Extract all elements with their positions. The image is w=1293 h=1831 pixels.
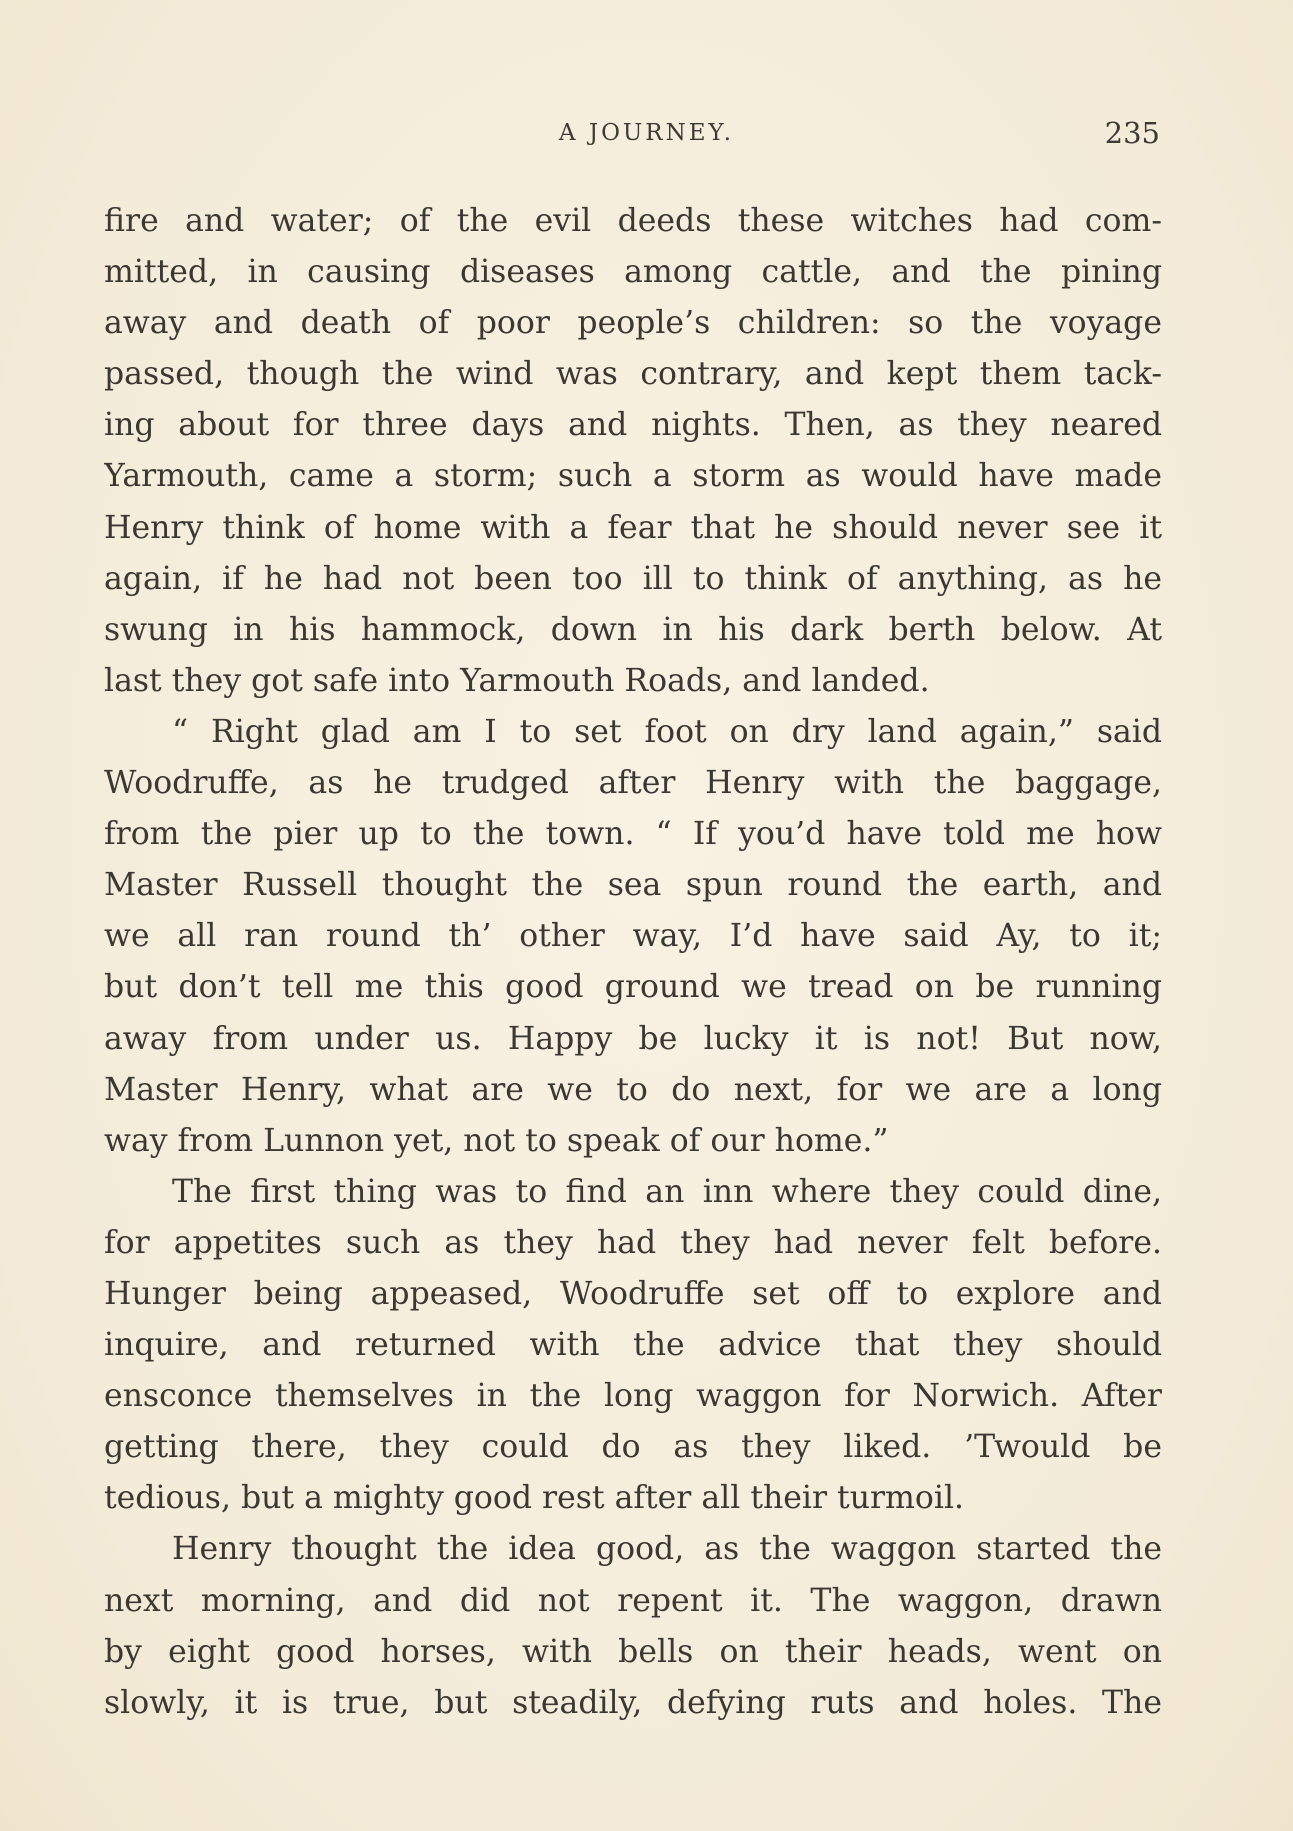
text-line: ensconce themselves in the long waggon for Norwich. After: [104, 1378, 1162, 1415]
text-line: Yarmouth, came a storm; such a storm as would have made: [104, 458, 1162, 495]
text-line: away and death of poor people’s children: so the voyage: [104, 305, 1162, 342]
text-line: getting there, they could do as they liked. ’Twould be: [104, 1429, 1162, 1466]
page-number: 235: [1104, 116, 1160, 150]
text-line: Henry think of home with a fear that he should never see it: [104, 509, 1162, 546]
text-line: fire and water; of the evil deeds these witches had com-: [104, 203, 1162, 239]
text-line: Master Russell thought the sea spun round the earth, and: [104, 867, 1162, 904]
running-title: A JOURNEY.: [558, 120, 735, 146]
text-line: Henry thought the idea good, as the waggon started the: [172, 1531, 1162, 1568]
text-line: from the pier up to the town. “ If you’d have told me how: [104, 816, 1162, 853]
text-line: swung in his hammock, down in his dark berth below. At: [104, 611, 1162, 648]
text-line: again, if he had not been too ill to think of anything, as he: [104, 560, 1162, 597]
text-line: mitted, in causing diseases among cattle, and the pining: [104, 254, 1162, 291]
text-line: by eight good horses, with bells on their heads, went on: [104, 1633, 1162, 1670]
text-line: way from Lunnon yet, not to speak of our home.”: [104, 1122, 889, 1159]
text-line: tedious, but a mighty good rest after all their turmoil.: [104, 1480, 965, 1517]
text-line: away from under us. Happy be lucky it is not! But now,: [104, 1020, 1162, 1057]
text-line: Master Henry, what are we to do next, for we are a long: [104, 1071, 1162, 1108]
text-line: next morning, and did not repent it. The waggon, drawn: [104, 1582, 1162, 1619]
text-line: The first thing was to find an inn where they could dine,: [172, 1173, 1162, 1210]
text-line: last they got safe into Yarmouth Roads, and landed.: [104, 662, 930, 699]
body-text: [104, 196, 1162, 1729]
text-line: but don’t tell me this good ground we tread on be running: [104, 969, 1162, 1006]
text-line: inquire, and returned with the advice that they should: [104, 1327, 1162, 1364]
text-line: “ Right glad am I to set foot on dry land again,” said: [172, 713, 1162, 750]
text-line: we all ran round th’ other way, I’d have said Ay, to it;: [104, 918, 1162, 955]
text-line: for appetites such as they had they had never felt before.: [104, 1224, 1162, 1261]
text-line: Woodruffe, as he trudged after Henry with the baggage,: [104, 765, 1162, 802]
text-line: slowly, it is true, but steadily, defying ruts and holes. The: [104, 1684, 1162, 1721]
running-head: [0, 116, 1293, 156]
text-line: ing about for three days and nights. Then, as they neared: [104, 407, 1162, 444]
text-line: Hunger being appeased, Woodruffe set off to explore and: [104, 1275, 1162, 1312]
text-line: passed, though the wind was contrary, and kept them tack-: [104, 356, 1162, 393]
